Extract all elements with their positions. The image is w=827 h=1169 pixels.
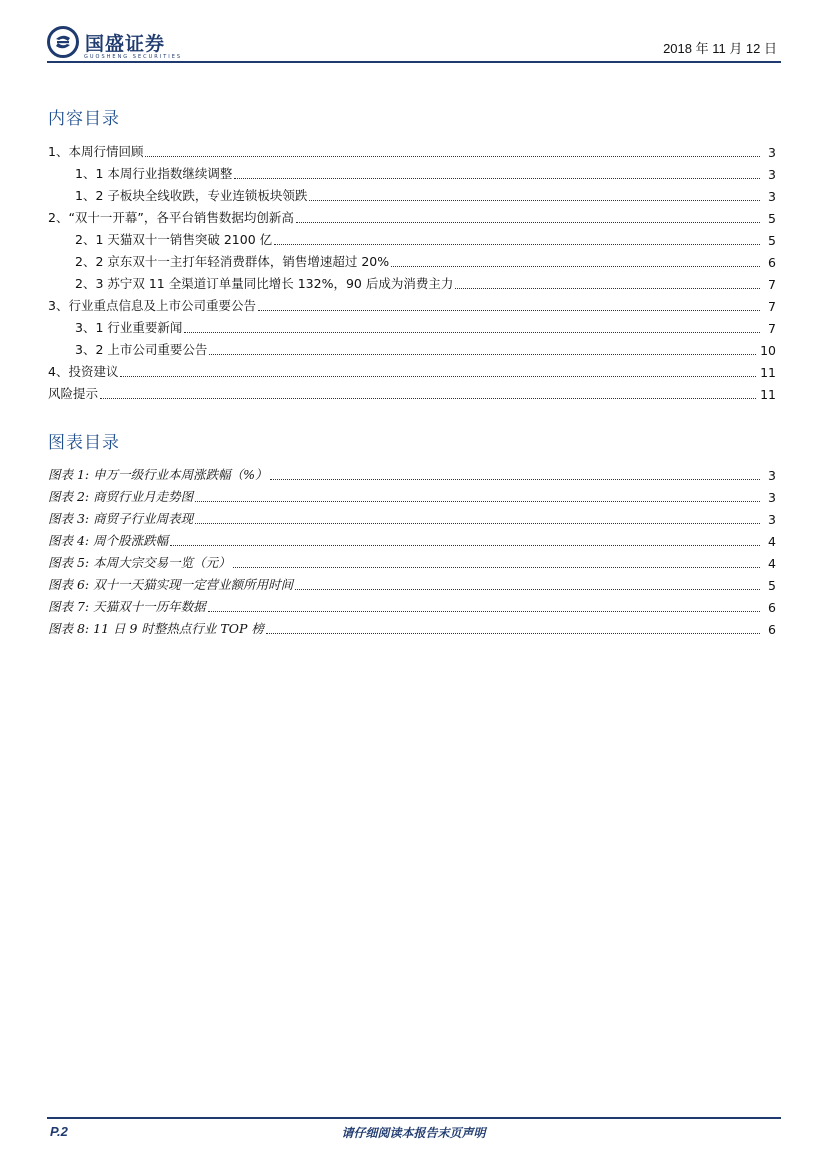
entry-page-number: 7	[768, 321, 776, 336]
figure-entry[interactable]	[48, 615, 776, 637]
entry-page-number: 11	[760, 365, 776, 380]
entry-page-number: 3	[768, 512, 776, 527]
header-divider	[47, 61, 781, 63]
toc-entry[interactable]	[48, 248, 776, 270]
figure-entry[interactable]	[48, 593, 776, 615]
entry-page-number: 3	[768, 189, 776, 204]
entry-label: 2、2 京东双十一主打年轻消费群体，销售增速超过 20%	[75, 254, 390, 269]
dot-leader	[100, 398, 756, 399]
toc-entry[interactable]	[48, 292, 776, 314]
entry-page-number: 3	[768, 468, 776, 483]
figure-entry[interactable]	[48, 483, 776, 505]
dot-leader	[296, 222, 760, 223]
dot-leader	[145, 156, 760, 157]
dot-leader	[195, 523, 760, 524]
dot-leader	[309, 200, 760, 201]
guosheng-logo-icon	[47, 26, 79, 58]
page-header	[47, 24, 781, 62]
page-number: P.2	[50, 1124, 68, 1139]
entry-page-number: 5	[768, 578, 776, 593]
entry-label: 图表 8: 11 日 9 时整热点行业 TOP 榜	[48, 621, 264, 636]
contents-list	[48, 138, 776, 402]
entry-label: 2、3 苏宁双 11 全渠道订单量同比增长 132%，90 后成为消费主力	[75, 276, 454, 291]
toc-entry[interactable]	[48, 226, 776, 248]
entry-label: 3、2 上市公司重要公告	[75, 342, 208, 357]
entry-page-number: 3	[768, 145, 776, 160]
logo-subtitle: GUOSHENG SECURITIES	[84, 54, 183, 60]
entry-label: 1、1 本周行业指数继续调整	[75, 166, 233, 181]
dot-leader	[274, 244, 760, 245]
footer-divider	[47, 1117, 781, 1119]
report-date: 2018 年 11 月 12 日	[663, 41, 777, 56]
entry-label: 图表 2: 商贸行业月走势图	[48, 489, 194, 504]
dot-leader	[455, 288, 760, 289]
entry-label: 3、行业重点信息及上市公司重要公告	[48, 298, 256, 313]
dot-leader	[209, 354, 756, 355]
entry-label: 4、投资建议	[48, 364, 119, 379]
entry-page-number: 6	[768, 255, 776, 270]
entry-page-number: 5	[768, 211, 776, 226]
entry-label: 风险提示	[48, 386, 99, 401]
entry-page-number: 3	[768, 167, 776, 182]
dot-leader	[295, 589, 760, 590]
toc-entry[interactable]	[48, 336, 776, 358]
dot-leader	[258, 310, 760, 311]
dot-leader	[184, 332, 760, 333]
entry-label: 2、“双十一开幕”，各平台销售数据均创新高	[48, 210, 294, 225]
dot-leader	[266, 633, 760, 634]
toc-entry[interactable]	[48, 314, 776, 336]
entry-page-number: 7	[768, 299, 776, 314]
dot-leader	[270, 479, 761, 480]
dot-leader	[208, 611, 760, 612]
entry-label: 图表 5: 本周大宗交易一览（元）	[48, 555, 231, 570]
figure-entry[interactable]	[48, 505, 776, 527]
entry-page-number: 4	[768, 556, 776, 571]
contents-title: 内容目录	[48, 109, 120, 129]
dot-leader	[233, 567, 760, 568]
figures-title: 图表目录	[48, 433, 120, 453]
entry-label: 图表 7: 天猫双十一历年数据	[48, 599, 206, 614]
figure-entry[interactable]	[48, 549, 776, 571]
entry-page-number: 6	[768, 600, 776, 615]
toc-entry[interactable]	[48, 138, 776, 160]
toc-entry[interactable]	[48, 182, 776, 204]
dot-leader	[170, 545, 760, 546]
entry-label: 3、1 行业重要新闻	[75, 320, 183, 335]
figure-entry[interactable]	[48, 527, 776, 549]
entry-page-number: 3	[768, 490, 776, 505]
entry-label: 图表 1: 申万一级行业本周涨跌幅（%）	[48, 467, 268, 482]
dot-leader	[234, 178, 760, 179]
entry-label: 1、2 子板块全线收跌，专业连锁板块领跌	[75, 188, 308, 203]
entry-label: 2、1 天猫双十一销售突破 2100 亿	[75, 232, 273, 247]
entry-page-number: 7	[768, 277, 776, 292]
dot-leader	[391, 266, 760, 267]
entry-label: 图表 3: 商贸子行业周表现	[48, 511, 194, 526]
dot-leader	[120, 376, 756, 377]
figures-list	[48, 461, 776, 637]
entry-label: 图表 4: 周个股涨跌幅	[48, 533, 169, 548]
figure-entry[interactable]	[48, 571, 776, 593]
entry-page-number: 10	[760, 343, 776, 358]
toc-entry[interactable]	[48, 160, 776, 182]
entry-page-number: 4	[768, 534, 776, 549]
dot-leader	[195, 501, 760, 502]
entry-label: 1、本周行情回顾	[48, 144, 144, 159]
entry-label: 图表 6: 双十一天猫实现一定营业额所用时间	[48, 577, 294, 592]
figure-entry[interactable]	[48, 461, 776, 483]
entry-page-number: 6	[768, 622, 776, 637]
footer-disclaimer: 请仔细阅读本报告末页声明	[341, 1126, 486, 1140]
toc-entry[interactable]	[48, 380, 776, 402]
entry-page-number: 5	[768, 233, 776, 248]
entry-page-number: 11	[760, 387, 776, 402]
toc-entry[interactable]	[48, 204, 776, 226]
toc-entry[interactable]	[48, 358, 776, 380]
logo-text: 国盛证券	[85, 32, 166, 55]
toc-entry[interactable]	[48, 270, 776, 292]
